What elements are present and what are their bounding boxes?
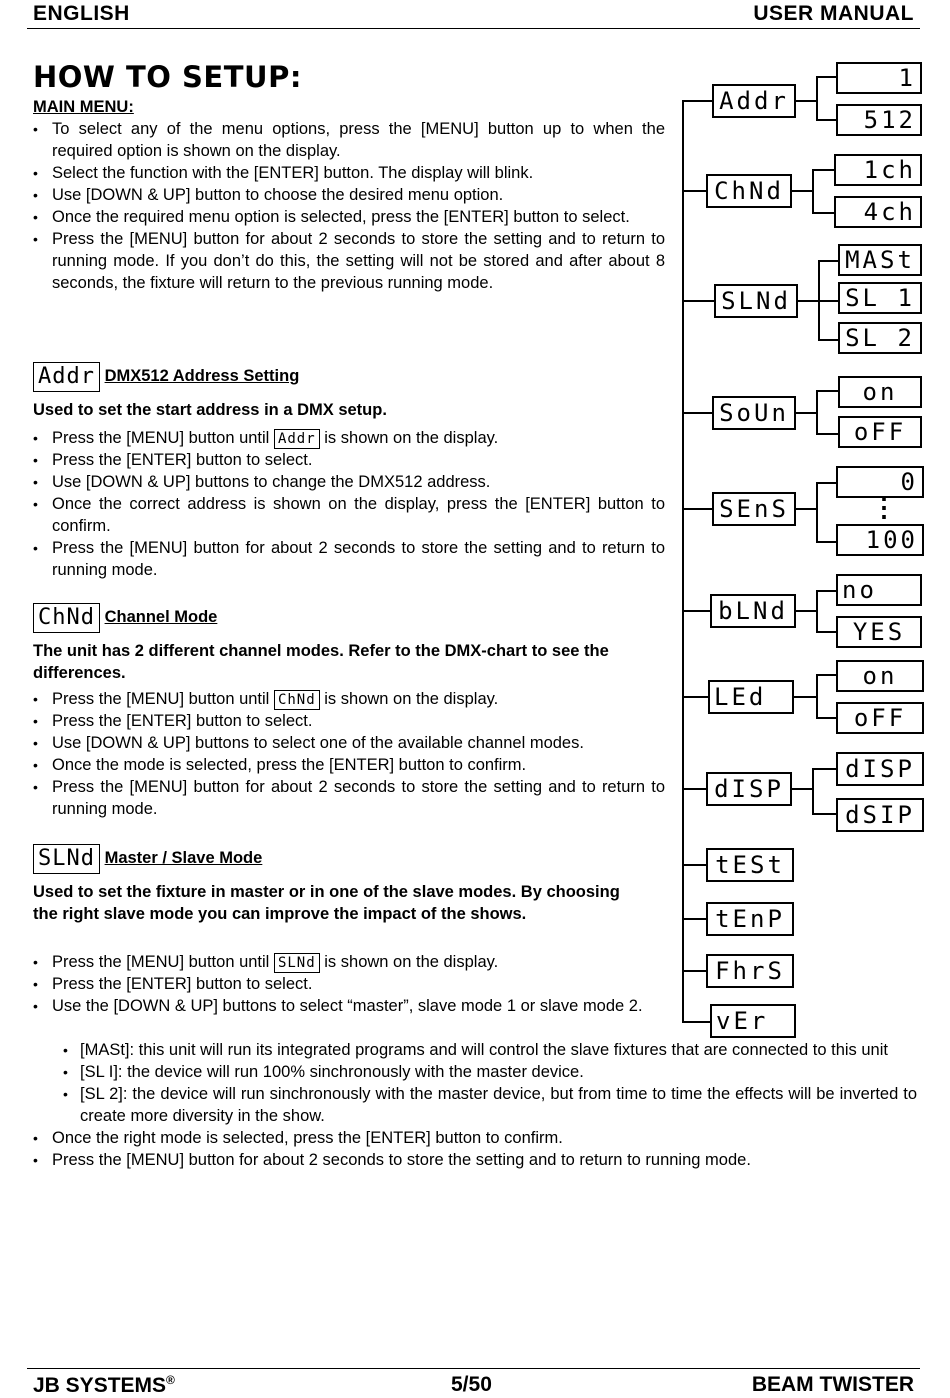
addr-section [33,399,665,581]
list-item: • [SL 2]: the device will run sinchronously with the master device, but from time to time the effects will be inverted to create more diversity in the show. [63,1083,917,1127]
list-item: • Use [DOWN & UP] buttons to change the DMX512 address. [33,471,665,493]
list-item: • Press the [MENU] button for about 2 seconds to store the setting and to return to running mode. [33,537,665,581]
list-item: • Once the right mode is selected, press the [ENTER] button to confirm. [33,1127,917,1149]
header-rule [27,28,920,29]
page-number: 5/50 [451,1373,492,1396]
menu-box-slnd: SLNd [714,284,798,318]
sub-box-1: 1 [836,62,922,94]
main-menu-list [33,118,665,294]
range-ellipsis: ⋮ [871,492,897,522]
menu-box-addr: Addr [712,84,796,118]
menu-box-sens: SEnS [712,492,796,526]
sub-box-100: 100 [836,524,924,556]
addr-display-icon: Addr [33,362,100,392]
list-item: • Press the [MENU] button for about 2 seconds to store the setting and to return to running mode. [33,1149,917,1171]
footer-product: BEAM TWISTER [751,1373,914,1396]
page-title: HOW TO SETUP: [33,60,302,94]
sub-box-no: no [836,574,922,606]
list-item: • Press the [MENU] button for about 2 seconds to store the setting and to return to running mode. [33,776,665,820]
trunk-line [682,100,684,1022]
sub-box-sl2: SL 2 [838,322,922,354]
header-language: ENGLISH [33,2,130,25]
sub-box-on: on [836,660,924,692]
list-item: • Press the [MENU] button until Addr is shown on the display. [33,427,665,449]
addr-intro: Used to set the start address in a DMX setup. [33,401,387,419]
menu-box-fhrs: FhrS [706,954,794,988]
list-item: • [MASt]: this unit will run its integrated programs and will control the slave fixtures that are connected to this unit [63,1039,917,1061]
list-item: • Press the [ENTER] button to select. [33,973,665,995]
sub-box-off: oFF [838,416,922,448]
menu-box-disp: dISP [706,772,792,806]
list-item: • To select any of the menu options, press the [MENU] button up to when the required option is shown on the display. [33,118,665,162]
chnd-heading: Channel Mode [104,608,218,627]
sub-box-1ch: 1ch [834,154,922,186]
addr-display-inline: Addr [274,429,320,449]
chnd-display-inline: ChNd [274,690,320,710]
list-item: • Press the [MENU] button until ChNd is shown on the display. [33,688,665,710]
slnd-intro: Used to set the fixture in master or in one of the slave modes. By choosing the right slave mode you can improve the impact of the shows. [33,883,620,923]
sub-box-on: on [838,376,922,408]
chnd-display-icon: ChNd [33,603,100,633]
list-item: • Press the [MENU] button for about 2 seconds to store the setting and to return to running mode. If you don’t do this, the setting will not be stored and after about 8 seconds, the fixture will return to the previous running mode. [33,228,665,294]
chnd-intro: The unit has 2 different channel modes. Refer to the DMX-chart to see the differences. [33,642,609,682]
menu-tree-diagram [678,60,928,1050]
sub-box-0: 0 [836,466,924,498]
slnd-display-icon: SLNd [33,844,100,874]
slnd-display-inline: SLNd [274,953,320,973]
sub-box-4ch: 4ch [834,196,922,228]
menu-box-chnd: ChNd [706,174,792,208]
sub-box-yes: YES [836,616,922,648]
slnd-list-a [33,951,665,1017]
slnd-list-b [33,1039,917,1171]
list-item: • Use the [DOWN & UP] buttons to select “master”, slave mode 1 or slave mode 2. [33,995,665,1017]
list-item: • Once the correct address is shown on the display, press the [ENTER] button to confirm. [33,493,665,537]
sub-box-mast: MASt [838,244,922,276]
list-item: • Once the mode is selected, press the [ENTER] button to confirm. [33,754,665,776]
list-item: • Use [DOWN & UP] buttons to select one of the available channel modes. [33,732,665,754]
chnd-heading-row [33,603,217,633]
menu-box-ver: vEr [710,1004,796,1038]
slnd-heading-row [33,844,262,874]
sub-box-disp: dISP [836,752,924,786]
main-menu-section [33,96,665,294]
addr-heading: DMX512 Address Setting [104,367,300,386]
sub-box-off: oFF [836,702,924,734]
list-item: • [SL I]: the device will run 100% sinchronously with the master device. [63,1061,917,1083]
slnd-heading: Master / Slave Mode [104,849,263,868]
list-item: • Press the [ENTER] button to select. [33,710,665,732]
sub-box-sl1: SL 1 [838,282,922,314]
menu-box-soun: SoUn [712,396,796,430]
menu-box-blnd: bLNd [710,594,796,628]
sub-box-dsip: dSIP [836,798,924,832]
list-item: • Use [DOWN & UP] button to choose the desired menu option. [33,184,665,206]
registered-mark: ® [166,1373,175,1387]
chnd-section [33,640,665,820]
list-item: • Press the [ENTER] button to select. [33,449,665,471]
header-doc-type: USER MANUAL [753,2,914,25]
menu-box-led: LEd [708,680,794,714]
sub-box-512: 512 [836,104,922,136]
menu-box-test: tESt [706,848,794,882]
list-item: • Press the [MENU] button until SLNd is shown on the display. [33,951,665,973]
footer-brand: JB SYSTEMS® [33,1373,175,1397]
addr-heading-row [33,362,299,392]
footer-rule [27,1368,920,1369]
menu-box-temp: tEnP [706,902,794,936]
list-item: • Select the function with the [ENTER] button. The display will blink. [33,162,665,184]
main-menu-heading: MAIN MENU: [33,98,134,116]
slnd-intro-block [33,881,633,925]
list-item: • Once the required menu option is selected, press the [ENTER] button to select. [33,206,665,228]
